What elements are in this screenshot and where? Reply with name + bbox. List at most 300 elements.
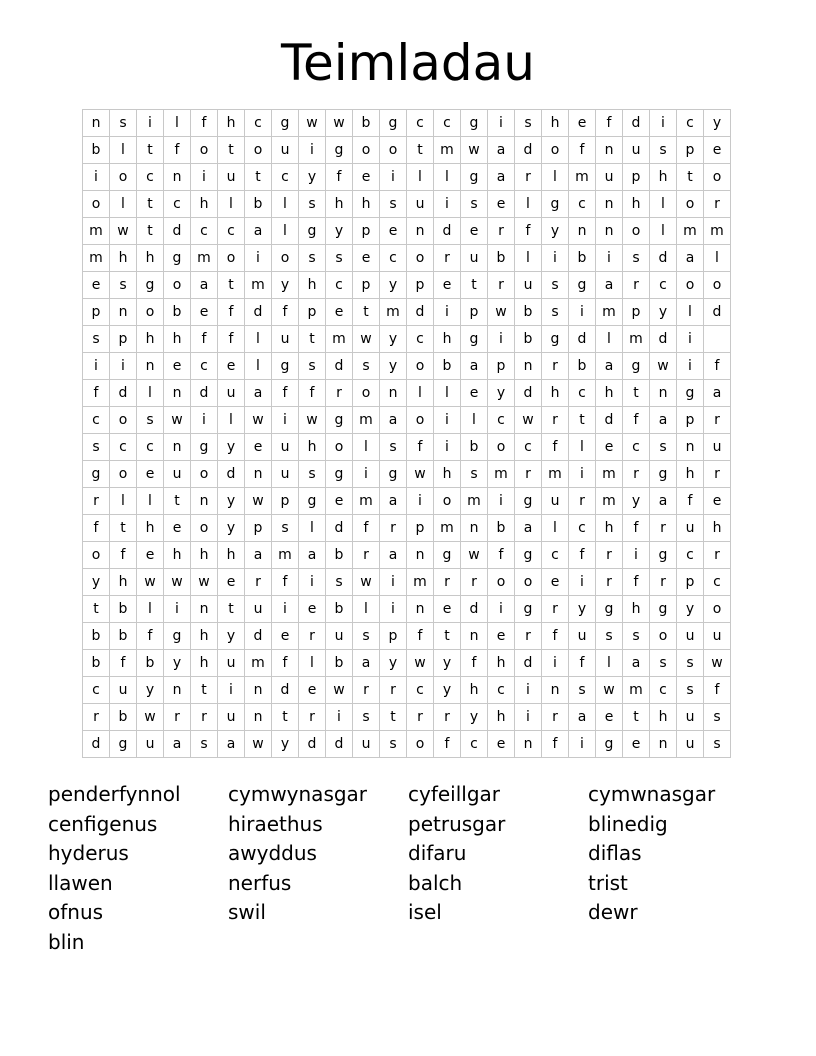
grid-cell: m <box>407 569 434 596</box>
grid-cell: n <box>245 461 272 488</box>
word-list-item: cyfeillgar <box>408 782 501 806</box>
grid-cell: e <box>704 137 731 164</box>
grid-cell: r <box>650 515 677 542</box>
grid-cell: m <box>353 488 380 515</box>
word-list-item: balch <box>408 870 463 895</box>
grid-cell: t <box>353 299 380 326</box>
grid-cell: u <box>164 461 191 488</box>
grid-cell: t <box>569 407 596 434</box>
grid-cell: s <box>704 731 731 758</box>
grid-cell: l <box>299 515 326 542</box>
grid-cell: h <box>353 191 380 218</box>
grid-cell: l <box>110 137 137 164</box>
grid-cell: n <box>245 677 272 704</box>
grid-cell: g <box>461 164 488 191</box>
grid-cell: m <box>434 137 461 164</box>
grid-cell: l <box>542 515 569 542</box>
grid-cell: w <box>353 569 380 596</box>
grid-cell: n <box>164 434 191 461</box>
grid-cell: d <box>407 299 434 326</box>
grid-cell: n <box>245 704 272 731</box>
grid-cell: c <box>83 407 110 434</box>
grid-cell: i <box>407 488 434 515</box>
grid-cell: m <box>326 326 353 353</box>
word-list-item: difaru <box>408 841 467 865</box>
grid-cell: r <box>407 704 434 731</box>
word-list-item: petrusgar <box>408 811 506 836</box>
grid-cell: m <box>596 488 623 515</box>
grid-cell: g <box>650 596 677 623</box>
grid-cell: n <box>380 380 407 407</box>
grid-cell: b <box>353 110 380 137</box>
grid-cell: t <box>623 380 650 407</box>
grid-row <box>83 218 731 245</box>
grid-cell: i <box>515 677 542 704</box>
grid-cell: h <box>299 272 326 299</box>
grid-cell: l <box>110 191 137 218</box>
grid-cell: u <box>272 434 299 461</box>
grid-cell: e <box>380 218 407 245</box>
grid-cell: n <box>110 299 137 326</box>
grid-cell: p <box>461 299 488 326</box>
grid-cell: p <box>488 353 515 380</box>
grid-cell: p <box>623 164 650 191</box>
grid-cell: w <box>299 407 326 434</box>
grid-cell: g <box>596 731 623 758</box>
grid-row <box>83 461 731 488</box>
grid-cell: g <box>191 434 218 461</box>
grid-cell: g <box>326 461 353 488</box>
grid-cell: m <box>245 272 272 299</box>
grid-cell: s <box>110 110 137 137</box>
grid-cell: t <box>137 137 164 164</box>
grid-cell: y <box>218 488 245 515</box>
grid-cell: f <box>704 677 731 704</box>
grid-cell: u <box>677 515 704 542</box>
grid-cell: r <box>488 218 515 245</box>
grid-cell: i <box>596 245 623 272</box>
grid-cell: e <box>137 542 164 569</box>
grid-cell: s <box>299 191 326 218</box>
grid-cell: i <box>272 407 299 434</box>
grid-cell: o <box>704 596 731 623</box>
grid-cell: f <box>299 380 326 407</box>
grid-cell: l <box>137 380 164 407</box>
grid-cell: b <box>326 596 353 623</box>
grid-cell: d <box>623 110 650 137</box>
grid-cell: c <box>623 434 650 461</box>
grid-cell: c <box>650 272 677 299</box>
grid-cell: i <box>569 731 596 758</box>
grid-cell: r <box>380 677 407 704</box>
grid-cell: m <box>596 299 623 326</box>
grid-cell: r <box>434 704 461 731</box>
grid-cell: f <box>542 623 569 650</box>
word-list-item: ofnus <box>48 900 104 924</box>
grid-cell: d <box>596 407 623 434</box>
grid-cell: r <box>542 704 569 731</box>
grid-cell: i <box>542 245 569 272</box>
grid-cell: g <box>110 731 137 758</box>
grid-cell: c <box>326 272 353 299</box>
grid-cell: i <box>137 110 164 137</box>
grid-cell: s <box>272 515 299 542</box>
grid-cell: n <box>542 677 569 704</box>
grid-cell: r <box>488 272 515 299</box>
grid-cell: y <box>704 110 731 137</box>
grid-cell: f <box>110 650 137 677</box>
grid-cell: l <box>596 650 623 677</box>
grid-row <box>83 650 731 677</box>
grid-cell: d <box>110 380 137 407</box>
grid-cell: l <box>353 434 380 461</box>
grid-cell: y <box>83 569 110 596</box>
grid-cell: w <box>110 218 137 245</box>
grid-cell: o <box>407 245 434 272</box>
grid-cell: o <box>137 299 164 326</box>
grid-cell: b <box>245 191 272 218</box>
grid-cell: c <box>569 380 596 407</box>
grid-cell: y <box>569 596 596 623</box>
grid-cell: i <box>434 191 461 218</box>
grid-cell: r <box>704 407 731 434</box>
grid-cell: g <box>461 326 488 353</box>
grid-cell: e <box>704 488 731 515</box>
grid-cell: e <box>164 515 191 542</box>
grid-cell: c <box>110 434 137 461</box>
grid-cell: i <box>434 434 461 461</box>
grid-cell: s <box>83 434 110 461</box>
grid-cell: h <box>218 542 245 569</box>
grid-cell: t <box>218 137 245 164</box>
grid-cell: r <box>542 407 569 434</box>
grid-cell: h <box>164 542 191 569</box>
grid-cell: o <box>488 569 515 596</box>
grid-cell: u <box>272 326 299 353</box>
grid-cell: y <box>137 677 164 704</box>
grid-cell: f <box>569 542 596 569</box>
grid-cell: h <box>488 650 515 677</box>
grid-cell: b <box>488 515 515 542</box>
grid-cell: o <box>677 191 704 218</box>
grid-cell: c <box>380 245 407 272</box>
grid-cell: d <box>515 650 542 677</box>
grid-cell: i <box>569 569 596 596</box>
grid-cell: t <box>137 191 164 218</box>
grid-cell: o <box>218 245 245 272</box>
grid-cell: s <box>542 272 569 299</box>
grid-cell: y <box>623 488 650 515</box>
grid-cell: r <box>623 272 650 299</box>
grid-cell: r <box>164 704 191 731</box>
grid-cell: m <box>83 218 110 245</box>
grid-cell: i <box>191 407 218 434</box>
grid-row <box>83 326 731 353</box>
grid-cell: g <box>461 110 488 137</box>
grid-cell: h <box>542 110 569 137</box>
grid-cell: b <box>137 650 164 677</box>
grid-cell: l <box>137 596 164 623</box>
grid-cell: l <box>245 353 272 380</box>
grid-cell: p <box>245 515 272 542</box>
grid-cell: n <box>83 110 110 137</box>
grid-cell: w <box>245 488 272 515</box>
grid-cell: o <box>677 272 704 299</box>
grid-cell <box>704 326 731 353</box>
grid-cell: h <box>434 326 461 353</box>
grid-cell: i <box>488 596 515 623</box>
grid-row <box>83 299 731 326</box>
grid-cell: i <box>191 164 218 191</box>
grid-cell: y <box>461 704 488 731</box>
grid-cell: l <box>299 650 326 677</box>
grid-cell: m <box>623 677 650 704</box>
grid-cell: i <box>488 110 515 137</box>
grid-cell: e <box>164 353 191 380</box>
grid-cell: r <box>650 569 677 596</box>
grid-cell: o <box>272 245 299 272</box>
grid-cell: u <box>677 731 704 758</box>
grid-cell: i <box>380 596 407 623</box>
grid-cell: i <box>677 326 704 353</box>
grid-cell: a <box>380 542 407 569</box>
grid-cell: a <box>650 407 677 434</box>
grid-cell: u <box>623 137 650 164</box>
grid-cell: h <box>623 596 650 623</box>
grid-cell: h <box>488 704 515 731</box>
grid-cell: g <box>380 110 407 137</box>
grid-cell: f <box>542 731 569 758</box>
grid-cell: d <box>515 137 542 164</box>
grid-cell: n <box>461 623 488 650</box>
grid-cell: h <box>299 434 326 461</box>
grid-cell: s <box>380 191 407 218</box>
grid-cell: p <box>407 515 434 542</box>
grid-cell: g <box>623 353 650 380</box>
grid-cell: h <box>542 380 569 407</box>
grid-cell: u <box>353 731 380 758</box>
grid-cell: o <box>83 191 110 218</box>
grid-row <box>83 569 731 596</box>
grid-cell: e <box>326 299 353 326</box>
grid-cell: o <box>515 569 542 596</box>
grid-cell: a <box>569 704 596 731</box>
grid-cell: g <box>299 488 326 515</box>
grid-cell: o <box>407 353 434 380</box>
grid-cell: u <box>272 137 299 164</box>
grid-row <box>83 191 731 218</box>
grid-cell: y <box>650 299 677 326</box>
grid-cell: r <box>704 461 731 488</box>
grid-cell: p <box>83 299 110 326</box>
grid-cell: i <box>542 650 569 677</box>
grid-cell: s <box>83 326 110 353</box>
grid-cell: b <box>83 137 110 164</box>
grid-cell: i <box>110 353 137 380</box>
grid-cell: r <box>596 542 623 569</box>
grid-cell: o <box>704 272 731 299</box>
grid-cell: u <box>137 731 164 758</box>
word-list-item: cenfigenus <box>48 811 158 836</box>
grid-cell: b <box>515 326 542 353</box>
grid-cell: u <box>326 623 353 650</box>
grid-cell: u <box>218 650 245 677</box>
grid-cell: e <box>218 569 245 596</box>
grid-cell: u <box>677 623 704 650</box>
grid-cell: s <box>650 650 677 677</box>
grid-cell: w <box>245 407 272 434</box>
grid-cell: h <box>596 515 623 542</box>
grid-row <box>83 272 731 299</box>
grid-cell: p <box>623 299 650 326</box>
grid-cell: i <box>380 569 407 596</box>
grid-cell: p <box>299 299 326 326</box>
grid-cell: t <box>245 164 272 191</box>
grid-cell: f <box>272 569 299 596</box>
grid-cell: c <box>569 515 596 542</box>
grid-cell: t <box>299 326 326 353</box>
grid-row <box>83 677 731 704</box>
grid-cell: d <box>218 461 245 488</box>
grid-cell: d <box>299 731 326 758</box>
grid-cell: u <box>218 164 245 191</box>
grid-cell: o <box>164 272 191 299</box>
grid-cell: y <box>434 650 461 677</box>
grid-cell: d <box>245 623 272 650</box>
grid-cell: h <box>164 326 191 353</box>
grid-cell: w <box>515 407 542 434</box>
grid-cell: c <box>542 542 569 569</box>
grid-cell: g <box>434 542 461 569</box>
grid-cell: l <box>137 488 164 515</box>
grid-cell: c <box>191 218 218 245</box>
grid-cell: t <box>623 704 650 731</box>
grid-cell: p <box>677 137 704 164</box>
grid-cell: i <box>677 353 704 380</box>
grid-cell: m <box>704 218 731 245</box>
grid-cell: y <box>218 434 245 461</box>
grid-cell: g <box>515 488 542 515</box>
grid-cell: f <box>569 137 596 164</box>
grid-cell: f <box>515 218 542 245</box>
grid-cell: g <box>542 326 569 353</box>
grid-cell: m <box>245 650 272 677</box>
grid-cell: t <box>272 704 299 731</box>
grid-cell: n <box>191 596 218 623</box>
grid-cell: i <box>434 407 461 434</box>
grid-cell: c <box>704 569 731 596</box>
grid-cell: h <box>650 704 677 731</box>
grid-cell: e <box>245 434 272 461</box>
grid-cell: m <box>461 488 488 515</box>
grid-cell: s <box>110 272 137 299</box>
grid-cell: a <box>380 407 407 434</box>
grid-cell: t <box>434 623 461 650</box>
grid-cell: u <box>569 623 596 650</box>
grid-cell: l <box>164 110 191 137</box>
grid-cell: a <box>461 353 488 380</box>
grid-cell: i <box>326 704 353 731</box>
grid-cell: y <box>380 272 407 299</box>
grid-cell: a <box>353 650 380 677</box>
grid-cell: u <box>704 623 731 650</box>
grid-cell: d <box>326 731 353 758</box>
grid-cell: b <box>110 704 137 731</box>
grid-cell: g <box>596 596 623 623</box>
grid-cell: a <box>245 380 272 407</box>
grid-cell: u <box>596 164 623 191</box>
grid-cell: y <box>218 623 245 650</box>
grid-cell: p <box>407 272 434 299</box>
grid-cell: d <box>245 299 272 326</box>
grid-cell: c <box>218 218 245 245</box>
grid-cell: f <box>353 515 380 542</box>
grid-cell: o <box>542 137 569 164</box>
grid-cell: s <box>353 623 380 650</box>
grid-cell: e <box>488 731 515 758</box>
grid-cell: s <box>380 434 407 461</box>
grid-cell: e <box>461 218 488 245</box>
grid-cell: f <box>488 542 515 569</box>
grid-row <box>83 596 731 623</box>
grid-cell: u <box>218 380 245 407</box>
grid-cell: l <box>245 326 272 353</box>
grid-cell: d <box>191 380 218 407</box>
grid-cell: c <box>191 353 218 380</box>
grid-cell: l <box>677 299 704 326</box>
grid-cell: f <box>83 515 110 542</box>
grid-cell: a <box>245 542 272 569</box>
grid-cell: n <box>164 164 191 191</box>
grid-cell: g <box>299 218 326 245</box>
grid-cell: d <box>704 299 731 326</box>
grid-cell: l <box>569 434 596 461</box>
grid-cell: t <box>191 677 218 704</box>
grid-cell: d <box>650 245 677 272</box>
grid-cell: w <box>650 353 677 380</box>
grid-cell: w <box>137 569 164 596</box>
grid-cell: a <box>488 164 515 191</box>
grid-cell: l <box>515 191 542 218</box>
grid-cell: h <box>191 542 218 569</box>
grid-cell: e <box>596 434 623 461</box>
grid-cell: i <box>650 110 677 137</box>
grid-cell: f <box>407 623 434 650</box>
grid-cell: w <box>164 407 191 434</box>
grid-cell: h <box>596 380 623 407</box>
grid-cell: s <box>623 623 650 650</box>
grid-cell: u <box>677 704 704 731</box>
grid-cell: s <box>623 245 650 272</box>
grid-cell: e <box>434 272 461 299</box>
grid-cell: l <box>704 245 731 272</box>
grid-cell: f <box>191 326 218 353</box>
grid-cell: u <box>461 245 488 272</box>
grid-cell: p <box>272 488 299 515</box>
grid-cell: b <box>515 299 542 326</box>
grid-cell: t <box>407 137 434 164</box>
grid-cell: f <box>272 650 299 677</box>
grid-cell: y <box>488 380 515 407</box>
grid-cell: m <box>434 515 461 542</box>
grid-cell: d <box>326 353 353 380</box>
grid-cell: c <box>245 110 272 137</box>
grid-cell: t <box>677 164 704 191</box>
grid-cell: o <box>83 542 110 569</box>
grid-cell: s <box>353 704 380 731</box>
grid-cell: m <box>488 461 515 488</box>
word-list-item: diflas <box>588 841 642 865</box>
